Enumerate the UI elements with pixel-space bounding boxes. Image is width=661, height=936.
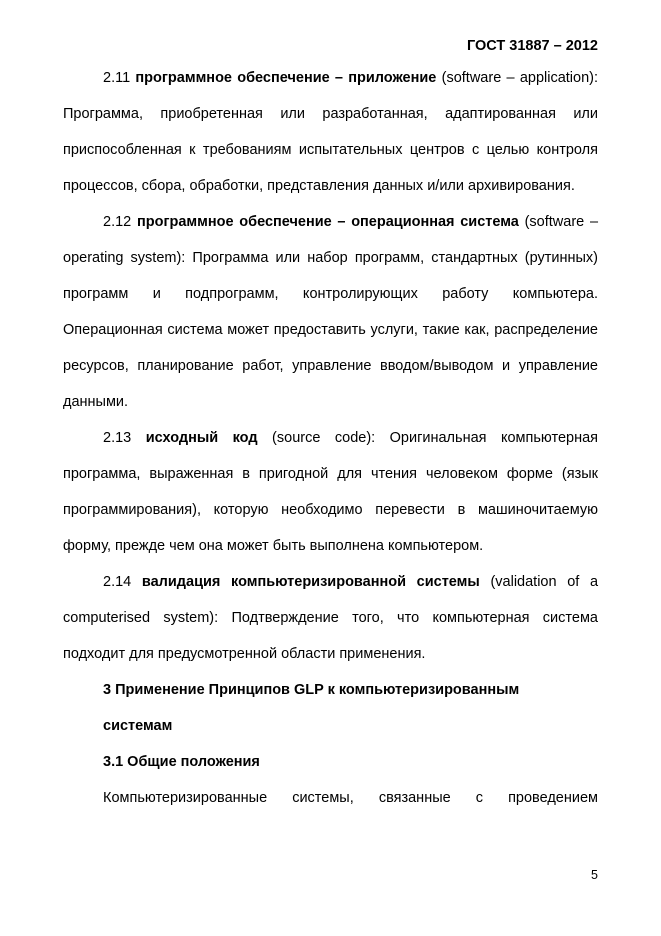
definition-text: (validation of a computerised system): Подтверждение того, что компьютерная система подходит для предусмотренной области применения. [63,574,599,662]
definition-number: 2.14 [103,574,132,590]
document-code: ГОСТ 31887 – 2012 [466,38,598,54]
definition-number: 2.11 [103,70,131,86]
document-body [63,60,598,816]
definition-2-14 [63,564,598,672]
definition-number: 2.12 [103,214,132,230]
definition-term: валидация компьютеризированной системы [141,574,480,590]
definition-number: 2.13 [103,430,132,446]
definition-2-11 [63,60,598,204]
definition-2-13 [63,420,598,564]
definition-term: исходный код [145,430,258,446]
page-number: 5 [591,868,598,882]
definition-text: (source code): Оригинальная компьютерная программа, выраженная в пригодной для чтения человеком форме (язык программирования), которую необходимо перевести в машиночитаемую форму, прежде чем она может быть выполнена компьютером. [63,430,599,554]
chapter-heading-line-1: 3 Применение Принципов GLP к компьютеризированным [103,682,520,698]
definition-text: (software – application): Программа, приобретенная или разработанная, адаптированная или приспособленная к требованиям испытательных центров с целью контроля процессов, сбора, обработки, представления данных и/или архивирования. [63,70,599,194]
chapter-paragraph: Компьютеризированные системы, связанные с проведением [103,790,598,806]
definition-text: (software – operating system): Программа или набор программ, стандартных (рутинных) программ и подпрограмм, контролирующих работу компьютера. Операционная система может предоставить услуги, такие как, распределение ресурсов, планирование работ, управление вводом/выводом и управление данными. [63,214,599,410]
definition-2-12 [63,204,598,420]
definition-term: программное обеспечение – приложение [135,70,437,86]
definition-term: программное обеспечение – операционная система [136,214,519,230]
section-subheading: 3.1 Общие положения [103,754,260,770]
chapter-heading-line-2: системам [103,718,173,734]
